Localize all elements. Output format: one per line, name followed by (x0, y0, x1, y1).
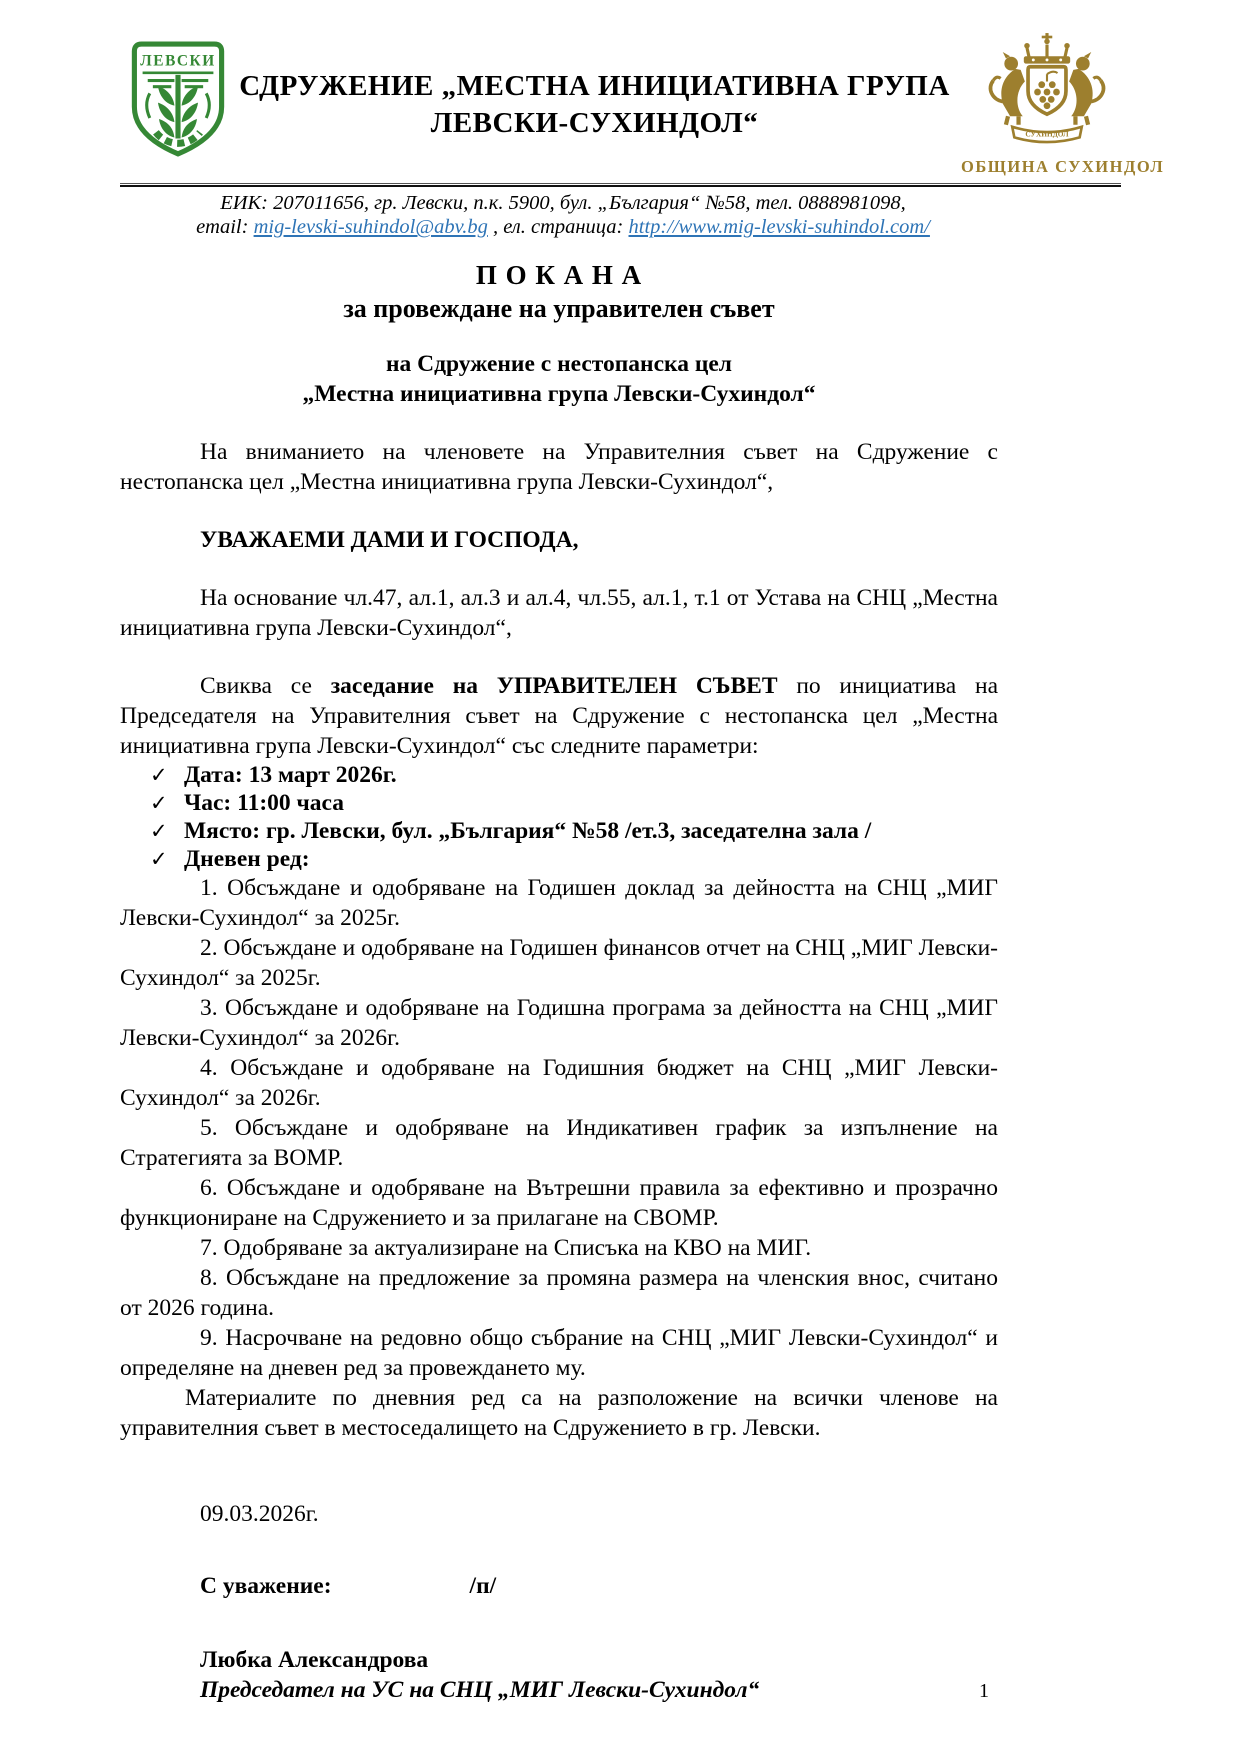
meeting-parameter-item (120, 789, 998, 817)
meeting-parameter-item (120, 817, 998, 845)
agenda-item: 8. Обсъждане на предложение за промяна размера на членския внос, считано от 2026 година. (120, 1265, 998, 1321)
meeting-parameter-item (120, 845, 998, 873)
signatory-name: Любка Александрова (200, 1647, 429, 1673)
agenda-item: 4. Обсъждане и одобряване на Годишния бюджет на СНЦ „МИГ Левски-Сухиндол“ за 2026г. (120, 1055, 998, 1111)
paragraph-convocation (120, 671, 998, 761)
meeting-parameter-text: Дата: 13 март 2026г. (184, 762, 397, 788)
suhindol-crest-icon (967, 32, 1127, 150)
convocation-text-end: по инициатива на Председателя на Управителния съвет на Сдружение с нестопанска цел „Местна инициативна група Левски-Сухиндол“ със следните параметри: (120, 673, 998, 759)
document-date: 09.03.2026г. (200, 1501, 319, 1527)
email-link[interactable]: mig-levski-suhindol@abv.bg (253, 216, 488, 238)
suhindol-municipality-logo (961, 32, 1165, 177)
agenda-item: 2. Обсъждане и одобряване на Годишен финансов отчет на СНЦ „МИГ Левски-Сухиндол“ за 2025г. (120, 935, 998, 991)
paragraph-materials: Материалите по дневния ред са на разположение на всички членове на управителния съвет в местоседалището на Сдружението в гр. Левски. (120, 1385, 998, 1441)
crest-banner-text: СУХИНДОЛ (1025, 129, 1069, 139)
regards-label: С уважение: (200, 1573, 332, 1599)
document-title: П О К А Н А (475, 260, 643, 290)
contact-info (118, 191, 1008, 239)
meeting-parameters-list (120, 761, 998, 873)
convocation-text-bold: заседание на УПРАВИТЕЛЕН СЪВЕТ (330, 673, 778, 699)
checkmark-icon: ✓ (150, 791, 168, 815)
meeting-parameter-text: Място: гр. Левски, бул. „България“ №58 /ет.3, заседателна зала / (184, 818, 872, 844)
agenda-item: 9. Насрочване на редовно общо събрание на СНЦ „МИГ Левски-Сухиндол“ и определяне на дневен ред за провеждането му. (120, 1325, 998, 1381)
page-number: 1 (979, 1680, 989, 1702)
checkmark-icon: ✓ (150, 847, 168, 871)
org-title-line2: ЛЕВСКИ-СУХИНДОЛ“ (430, 107, 759, 139)
checkmark-icon: ✓ (150, 763, 168, 787)
paragraph-legal-basis: На основание чл.47, ал.1, ал.3 и ал.4, чл.55, ал.1, т.1 от Устава на СНЦ „Местна инициативна група Левски-Сухиндол“, (120, 585, 998, 641)
document-subtitle: за провеждане на управителен съвет (343, 294, 775, 323)
agenda-item: 6. Обсъждане и одобряване на Вътрешни правила за ефективно и прозрачно функциониране на Сдружението и за прилагане на СВОМР. (120, 1175, 998, 1231)
meeting-parameter-text: Час: 11:00 часа (184, 790, 345, 816)
levski-municipality-logo (128, 40, 228, 163)
levski-shield-icon (128, 40, 228, 158)
crest-caption: ОБЩИНА СУХИНДОЛ (961, 157, 1165, 176)
org-title (228, 40, 961, 142)
org-title-line1: СДРУЖЕНИЕ „МЕСТНА ИНИЦИАТИВНА ГРУПА (239, 70, 950, 102)
website-link[interactable]: http://www.mig-levski-suhindol.com/ (628, 216, 930, 238)
agenda-item: 3. Обсъждане и одобряване на Годишна програма за дейността на СНЦ „МИГ Левски-Сухиндол“ за 2026г. (120, 995, 998, 1051)
org-ref-line2: „Местна инициативна група Левски-Сухиндол“ (302, 381, 816, 407)
website-label: , ел. страница: (487, 216, 629, 238)
levski-logo-text: ЛЕВСКИ (140, 52, 216, 70)
convocation-text-start: Свиква се (200, 673, 331, 699)
checkmark-icon: ✓ (150, 819, 168, 843)
agenda-item: 7. Одобряване за актуализиране на Списъка на КВО на МИГ. (200, 1235, 812, 1261)
contact-line2 (118, 215, 1008, 239)
salutation: УВАЖАЕМИ ДАМИ И ГОСПОДА, (200, 527, 579, 553)
closing-line (120, 1571, 998, 1601)
signature-mark: /п/ (469, 1573, 497, 1599)
org-ref-line1: на Сдружение с нестопанска цел (386, 351, 732, 377)
agenda-item: 1. Обсъждане и одобряване на Годишен доклад за дейността на СНЦ „МИГ Левски-Сухиндол“ за 2025г. (120, 875, 998, 931)
signatory-title: Председател на УС на СНЦ „МИГ Левски-Сухиндол“ (200, 1677, 760, 1703)
document-body (120, 259, 998, 1705)
agenda-item: 5. Обсъждане и одобряване на Индикативен график за изпълнение на Стратегията за ВОМР. (120, 1115, 998, 1171)
paragraph-attention: На вниманието на членовете на Управителния съвет на Сдружение с нестопанска цел „Местна инициативна група Левски-Сухиндол“, (120, 439, 998, 495)
header-divider (120, 183, 1121, 187)
contact-line1: ЕИК: 207011656, гр. Левски, п.к. 5900, бул. „България“ №58, тел. 0888981098, (220, 192, 906, 214)
agenda-list (120, 873, 998, 1383)
email-label: email: (196, 216, 254, 238)
meeting-parameter-text: Дневен ред: (184, 846, 310, 872)
meeting-parameter-item (120, 761, 998, 789)
document-header (0, 0, 1241, 177)
